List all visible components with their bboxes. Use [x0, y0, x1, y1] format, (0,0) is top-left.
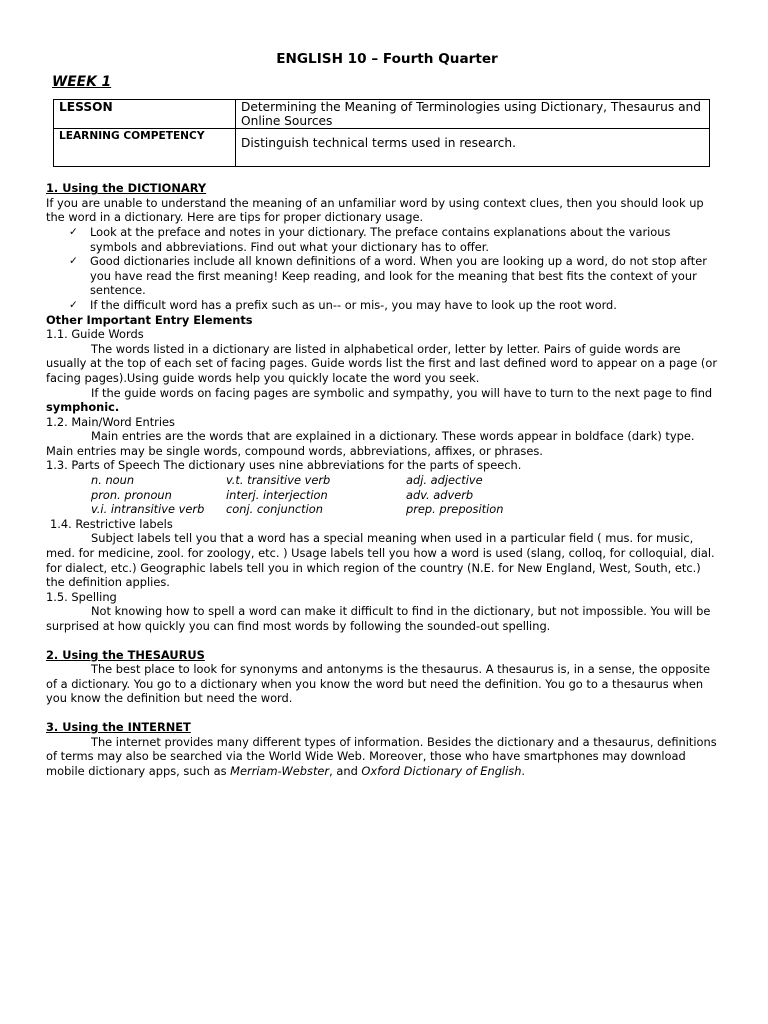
thesaurus-heading: 2. Using the THESAURUS — [46, 647, 205, 662]
week-label: WEEK 1 — [52, 73, 112, 90]
internet-and: , and — [329, 763, 358, 778]
parts-of-speech-grid — [91, 473, 718, 517]
tips-list — [46, 225, 718, 313]
spelling-paragraph: Not knowing how to spell a word can make it difficult to find in the dictionary, but not impossible. You will be surprised at how quickly you can find most words by following the sounded-out spelling. — [46, 604, 711, 633]
pos-item: pron. pronoun — [91, 487, 172, 502]
dictionary-heading: 1. Using the DICTIONARY — [46, 181, 207, 196]
lesson-row — [54, 100, 710, 129]
list-item — [69, 224, 718, 254]
pos-item: prep. preposition — [406, 502, 504, 517]
internet-paragraph — [46, 735, 718, 779]
list-item — [69, 297, 718, 313]
check-icon: ✓ — [69, 225, 78, 238]
parts-of-speech-title: 1.3. Parts of Speech The dictionary uses nine abbreviations for the parts of speech. — [46, 458, 522, 473]
main-entries-title: 1.2. Main/Word Entries — [46, 414, 175, 429]
restrictive-labels-paragraph: Subject labels tell you that a word has a special meaning when used in a particular field ( mus. for music, med. for medicine, zool. for zoology, etc. ) Usage labels tell you how a word is used (slang, colloq, for colloquial, dial. for dialect, etc.) Geographic labels tell you in which region of the country (N.E. for New England, West, South, etc.) the definition applies. — [46, 531, 715, 590]
tip-text: Good dictionaries include all known definitions of a word. When you are looking up a word, do not stop after you have read the first meaning! Keep reading, and look for the meaning that best fits the context of your sentence. — [90, 254, 707, 298]
tip-text: If the difficult word has a prefix such as un-- or mis-, you may have to look up the root word. — [90, 297, 617, 312]
spelling-title: 1.5. Spelling — [46, 589, 117, 604]
guide-words-example-bold: symphonic. — [46, 400, 120, 415]
document-title: ENGLISH 10 – Fourth Quarter — [276, 51, 498, 67]
thesaurus-paragraph: The best place to look for synonyms and antonyms is the thesaurus. A thesaurus is, in a sense, the opposite of a dictionary. You go to a dictionary when you know the word but need the definition. You go to a thesaurus when you know the definition but need the word. — [46, 662, 710, 706]
list-item — [69, 254, 718, 298]
internet-text: The internet provides many different types of information. Besides the dictionary and a thesaurus, definitions of terms may also be searched via the World Wide Web. Moreover, those who have smartphones may download mobile dictionary apps, such as — [46, 734, 717, 778]
guide-words-paragraph: The words listed in a dictionary are listed in alphabetical order, letter by letter. Pairs of guide words are usually at the top of each set of facing pages. Guide words list the first and last defined word to appear on a page (or facing pages).Using guide words help you quickly locate the word you seek. — [46, 341, 718, 385]
lesson-value: Determining the Meaning of Terminologies using Dictionary, Thesaurus and Online Sources — [236, 100, 710, 129]
spacer — [46, 634, 718, 648]
pos-item: adj. adjective — [406, 473, 483, 488]
pos-item: interj. interjection — [226, 487, 328, 502]
spacer — [46, 706, 718, 720]
pos-item: v.t. transitive verb — [226, 473, 331, 488]
competency-row — [54, 129, 710, 167]
app-name-merriam: Merriam-Webster — [230, 763, 330, 778]
check-icon: ✓ — [69, 255, 78, 268]
pos-item: conj. conjunction — [226, 502, 323, 517]
competency-value: Distinguish technical terms used in research. — [236, 129, 710, 167]
other-elements-heading: Other Important Entry Elements — [46, 312, 253, 327]
guide-words-example-text: If the guide words on facing pages are symbolic and sympathy, you will have to turn to the next page to find — [91, 385, 713, 400]
main-entries-paragraph: Main entries are the words that are explained in a dictionary. These words appear in boldface (dark) type. Main entries may be single words, compound words, abbreviations, affixes, or phrases. — [46, 429, 695, 458]
pos-item: adv. adverb — [406, 487, 474, 502]
dictionary-intro: If you are unable to understand the meaning of an unfamiliar word by using context clues, then you should look up the word in a dictionary. Here are tips for proper dictionary usage. — [46, 195, 704, 225]
guide-words-title: 1.1. Guide Words — [46, 327, 144, 342]
document-page — [46, 52, 718, 778]
pos-item: v.i. intransitive verb — [91, 502, 205, 517]
app-name-oxford: Oxford Dictionary of English — [361, 763, 522, 778]
internet-heading: 3. Using the INTERNET — [46, 719, 191, 734]
restrictive-labels-title: 1.4. Restrictive labels — [50, 516, 173, 531]
competency-label: LEARNING COMPETENCY — [54, 129, 236, 167]
lesson-label: LESSON — [54, 100, 236, 129]
tip-text: Look at the preface and notes in your dictionary. The preface contains explanations about the various symbols and abbreviations. Find out what your dictionary has to offer. — [90, 224, 671, 254]
guide-words-example — [46, 386, 718, 415]
internet-end: . — [521, 763, 526, 778]
lesson-table — [53, 99, 710, 167]
check-icon: ✓ — [69, 298, 78, 311]
pos-item: n. noun — [91, 473, 135, 488]
